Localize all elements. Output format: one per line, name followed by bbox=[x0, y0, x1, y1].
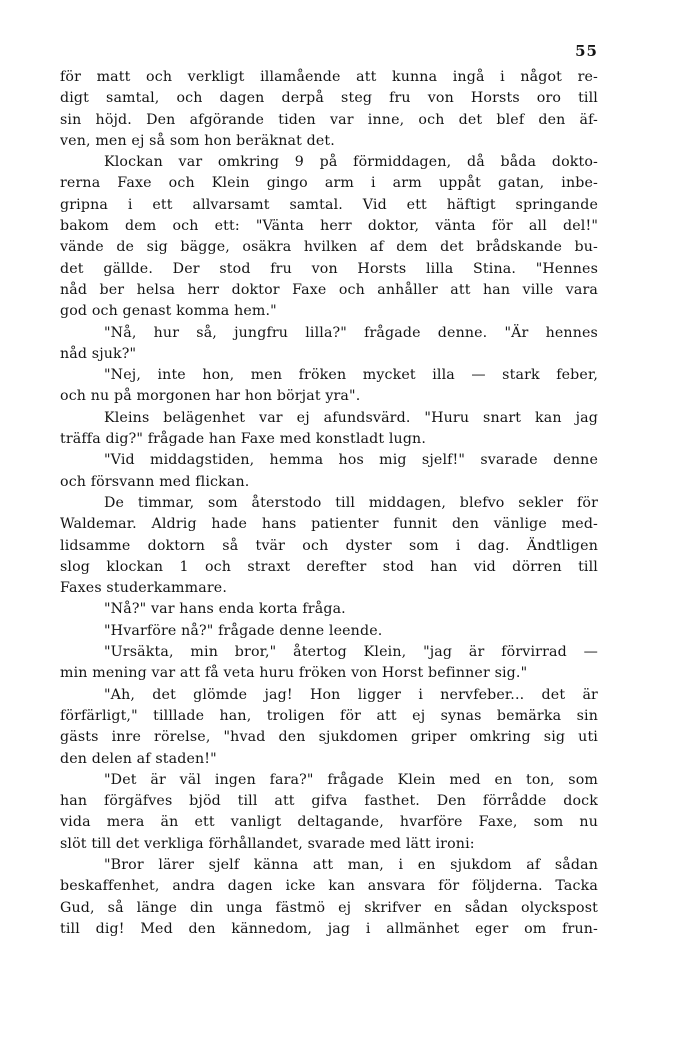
text-line: "Nå?" var hans enda korta fråga. bbox=[104, 601, 346, 618]
text-line: nåd sjuk?" bbox=[60, 345, 137, 362]
text-line: för matt och verkligt illamående att kunna ingå i något re- bbox=[60, 69, 598, 85]
text-line: "Ursäkta, min bror," återtog Klein, "jag är förvirrad — bbox=[104, 644, 598, 661]
text-line: slog klockan 1 och straxt derefter stod han vid dörren till bbox=[60, 558, 598, 575]
text-line: den delen af staden!" bbox=[60, 750, 217, 767]
text-line: bakom dem och ett: "Vänta herr doktor, vänta för all del!" bbox=[60, 218, 598, 235]
text-line: sin höjd. Den afgörande tiden var inne, och det blef den äf- bbox=[60, 111, 598, 128]
text-line: "Hvarföre nå?" frågade denne leende. bbox=[104, 622, 383, 639]
text-line: nåd ber helsa herr doktor Faxe och anhåller att han ville vara bbox=[60, 281, 598, 298]
text-line: rerna Faxe och Klein gingo arm i arm uppåt gatan, inbe- bbox=[60, 175, 598, 192]
text-line: "Det är väl ingen fara?" frågade Klein med en ton, som bbox=[104, 771, 598, 788]
text-line: Kleins belägenhet var ej afundsvärd. "Huru snart kan jag bbox=[104, 409, 598, 426]
text-line: god och genast komma hem." bbox=[60, 303, 277, 320]
text-line: han förgäfves bjöd till att gifva fasthet. Den förrådde dock bbox=[60, 793, 598, 810]
text-line: det gällde. Der stod fru von Horsts lilla Stina. "Hennes bbox=[60, 260, 598, 277]
text-line: gripna i ett allvarsamt samtal. Vid ett häftigt springande bbox=[60, 196, 598, 213]
text-line: digt samtal, och dagen derpå steg fru von Horsts oro till bbox=[60, 90, 598, 107]
text-line: Gud, så länge din unga fästmö ej skrifver en sådan olyckspost bbox=[60, 899, 598, 916]
text-line: "Nej, inte hon, men fröken mycket illa — stark feber, bbox=[104, 367, 598, 384]
text-line: förfärligt," tilllade han, troligen för att ej synas bemärka sin bbox=[60, 707, 598, 724]
text-line: ven, men ej så som hon beräknat det. bbox=[60, 132, 335, 149]
text-line: "Vid middagstiden, hemma hos mig sjelf!" svarade denne bbox=[104, 452, 598, 469]
text-line: beskaffenhet, andra dagen icke kan ansvara för följderna. Tacka bbox=[60, 878, 598, 895]
text-line: Waldemar. Aldrig hade hans patienter funnit den vänlige med- bbox=[60, 516, 598, 533]
text-line: och försvann med flickan. bbox=[60, 473, 250, 490]
text-line: "Nå, hur så, jungfru lilla?" frågade denne. "Är hennes bbox=[104, 324, 598, 341]
text-line: Faxes studerkammare. bbox=[60, 580, 228, 597]
text-line: De timmar, som återstodo till middagen, blefvo sekler för bbox=[104, 494, 598, 511]
text-line: slöt till det verkliga förhållandet, svarade med lätt ironi: bbox=[60, 835, 475, 852]
text-line: vida mera än ett vanligt deltagande, hvarföre Faxe, som nu bbox=[60, 814, 598, 831]
text-line: till dig! Med den kännedom, jag i allmänhet eger om frun- bbox=[60, 920, 598, 937]
text-line: "Bror lärer sjelf känna att man, i en sjukdom af sådan bbox=[104, 856, 598, 873]
text-line: gästs inre rörelse, "hvad den sjukdomen griper omkring sig uti bbox=[60, 729, 598, 746]
text-line: min mening var att få veta huru fröken von Horst befinner sig." bbox=[60, 665, 528, 682]
text-line: och nu på morgonen har hon börjat yra". bbox=[60, 388, 361, 405]
text-line: Klockan var omkring 9 på förmiddagen, då båda dokto- bbox=[104, 154, 598, 171]
body-text bbox=[60, 67, 598, 940]
text-line: lidsamme doktorn så tvär och dyster som i dag. Ändtligen bbox=[60, 537, 598, 554]
text-line: "Ah, det glömde jag! Hon ligger i nervfeber... det är bbox=[104, 686, 598, 703]
text-line: träffa dig?" frågade han Faxe med konstladt lugn. bbox=[60, 431, 427, 448]
page-number: 55 bbox=[575, 42, 598, 60]
text-line: vände de sig bägge, osäkra hvilken af dem det brådskande bu- bbox=[60, 239, 598, 256]
